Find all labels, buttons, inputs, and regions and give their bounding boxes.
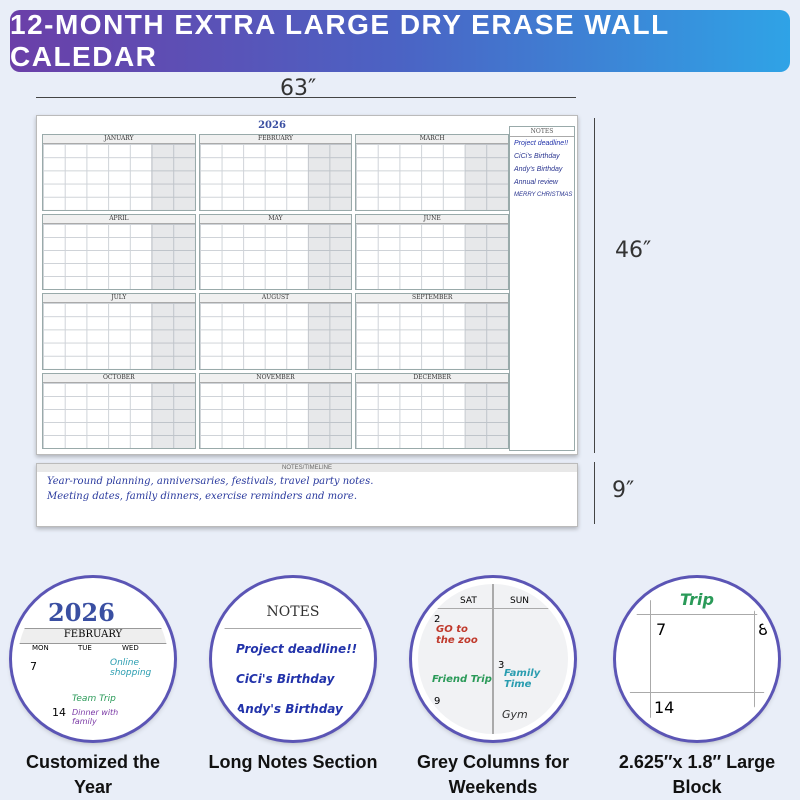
wall-calendar (36, 115, 578, 455)
month-october (42, 373, 196, 450)
zoom-divider (650, 584, 651, 734)
month-name: OCTOBER (43, 374, 195, 383)
zoom-note: CiCi's Birthday (236, 672, 335, 686)
month-march (355, 134, 509, 211)
day-grid (200, 144, 352, 210)
zoom-number: 14 (654, 698, 675, 717)
zoom-divider (218, 628, 368, 629)
timeline-dimension-line (594, 462, 595, 524)
zoom-number: 9 (434, 696, 441, 707)
day-grid (200, 224, 352, 290)
month-name: FEBRUARY (200, 135, 352, 144)
month-june (355, 214, 509, 291)
zoom-note: Trip (680, 590, 714, 609)
zoom-number: 8 (758, 620, 769, 639)
day-grid (356, 224, 508, 290)
zoom-divider (754, 584, 755, 734)
month-name: JANUARY (43, 135, 195, 144)
month-name: NOVEMBER (200, 374, 352, 383)
day-grid (200, 383, 352, 449)
zoom-note: Dinner with family (72, 708, 119, 726)
feature-large-block (612, 578, 782, 800)
zoom-month: FEBRUARY (18, 628, 168, 644)
zoom-note: Family Time (504, 668, 541, 690)
zoom-day-sat: SAT (460, 596, 477, 606)
month-name: AUGUST (200, 294, 352, 303)
zoom-divider (492, 584, 494, 734)
day-grid (200, 303, 352, 369)
month-name: JUNE (356, 215, 508, 224)
zoom-year: 2026 (48, 598, 115, 627)
banner-title: 12-MONTH EXTRA LARGE DRY ERASE WALL CALEDAR (10, 9, 670, 72)
zoom-note: Team Trip (72, 694, 116, 704)
zoom-note: Project deadline!! (236, 642, 358, 656)
month-december (355, 373, 509, 450)
month-name: MAY (200, 215, 352, 224)
zoom-day-sun: SUN (510, 596, 530, 606)
note-item: MERRY CHRISTMAS (514, 192, 573, 198)
feature-caption: Customized the Year (25, 752, 160, 797)
note-item: Annual review (514, 179, 558, 186)
zoom-divider (622, 692, 772, 693)
month-name: DECEMBER (356, 374, 508, 383)
timeline-line-1: Year-round planning, anniversaries, festivals, travel party notes. (47, 476, 374, 487)
zoom-circle (616, 578, 778, 740)
feature-customized-year (8, 578, 178, 800)
zoom-circle (412, 578, 574, 740)
zoom-divider (622, 614, 772, 615)
feature-caption: Grey Columns for Weekends (416, 752, 570, 797)
month-july (42, 293, 196, 370)
month-september (355, 293, 509, 370)
zoom-day-tue: TUE (78, 644, 92, 652)
notes-column (509, 126, 575, 451)
month-april (42, 214, 196, 291)
month-may (199, 214, 353, 291)
zoom-note: GO to the zoo (436, 624, 478, 646)
notes-timeline-strip (36, 463, 578, 527)
zoom-day-wed: WED (122, 644, 139, 652)
title-banner (10, 10, 790, 72)
month-name: SEPTEMBER (356, 294, 508, 303)
zoom-note: Gym (502, 708, 528, 721)
zoom-day-mon: MON (32, 644, 49, 652)
timeline-header: NOTES/TIMELINE (37, 464, 577, 472)
day-grid (43, 383, 195, 449)
month-january (42, 134, 196, 211)
month-grid (42, 134, 509, 449)
note-item: Andy's Birthday (514, 166, 563, 173)
day-grid (43, 144, 195, 210)
height-dimension-line (594, 118, 595, 453)
feature-long-notes (208, 578, 378, 775)
month-november (199, 373, 353, 450)
zoom-note: Online shopping (110, 658, 152, 678)
note-item: CiCi's Birthday (514, 153, 560, 160)
note-item: Project deadline!! (514, 140, 569, 147)
zoom-notes-header: NOTES (266, 604, 320, 620)
timeline-dimension-label: 9″ (612, 478, 635, 503)
month-name: MARCH (356, 135, 508, 144)
zoom-number: 7 (656, 620, 667, 639)
feature-grey-weekends (408, 578, 578, 800)
zoom-number: 2 (434, 614, 441, 625)
day-grid (356, 383, 508, 449)
month-name: JULY (43, 294, 195, 303)
zoom-circle (212, 578, 374, 740)
day-grid (43, 224, 195, 290)
zoom-circle (12, 578, 174, 740)
day-grid (43, 303, 195, 369)
zoom-note: Friend Trip (432, 674, 492, 685)
month-february (199, 134, 353, 211)
calendar-year: 2026 (258, 120, 286, 131)
zoom-number: 3 (498, 660, 505, 671)
notes-header: NOTES (510, 127, 574, 137)
day-grid (356, 303, 508, 369)
day-grid (356, 144, 508, 210)
zoom-number: 7 (30, 660, 37, 673)
month-name: APRIL (43, 215, 195, 224)
feature-caption: 2.625″x 1.8″ Large Block (618, 752, 776, 797)
feature-caption: Long Notes Section (208, 752, 378, 772)
month-august (199, 293, 353, 370)
height-dimension-label: 46″ (615, 238, 652, 263)
zoom-note: Andy's Birthday (236, 702, 343, 716)
width-dimension-label: 63″ (280, 76, 317, 101)
zoom-number: 14 (52, 706, 66, 719)
timeline-line-2: Meeting dates, family dinners, exercise reminders and more. (47, 491, 358, 502)
